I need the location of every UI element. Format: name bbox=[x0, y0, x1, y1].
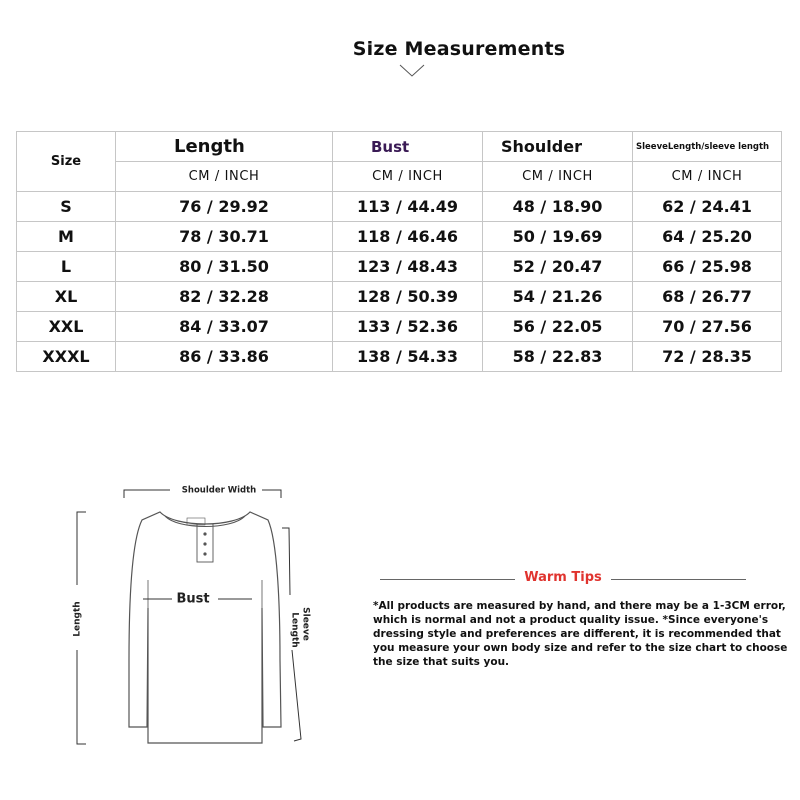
size-cell: XXL bbox=[17, 312, 116, 342]
divider-line bbox=[611, 579, 746, 580]
length-cell: 84 / 33.07 bbox=[116, 312, 333, 342]
size-cell: XXXL bbox=[17, 342, 116, 372]
shoulder-cell: 52 / 20.47 bbox=[483, 252, 633, 282]
bust-cell: 138 / 54.33 bbox=[333, 342, 483, 372]
size-column-header: Size bbox=[17, 132, 116, 192]
size-cell: M bbox=[17, 222, 116, 252]
bust-column-header: Bust bbox=[333, 132, 483, 162]
shoulder-width-label: Shoulder Width bbox=[181, 485, 257, 496]
warm-tips-text: *All products are measured by hand, and there may be a 1-3CM error, which is normal and not a product quality issue. *Since everyone's dressing style and preferences are different, it is recommended that you measure your own body size and refer to the size chart to choose the size that suits you. bbox=[373, 600, 788, 668]
size-cell: S bbox=[17, 192, 116, 222]
warm-tips-title: Warm Tips bbox=[524, 570, 602, 585]
sleeve-cell: 68 / 26.77 bbox=[633, 282, 782, 312]
unit-row bbox=[17, 162, 782, 192]
length-column-header: Length bbox=[116, 132, 333, 162]
table-row bbox=[17, 342, 782, 372]
shoulder-cell: 48 / 18.90 bbox=[483, 192, 633, 222]
sleeve-cell: 70 / 27.56 bbox=[633, 312, 782, 342]
table-header-row bbox=[17, 132, 782, 162]
size-cell: L bbox=[17, 252, 116, 282]
shoulder-cell: 50 / 19.69 bbox=[483, 222, 633, 252]
sleeve-cell: 64 / 25.20 bbox=[633, 222, 782, 252]
unit-label: CM / INCH bbox=[116, 162, 333, 192]
length-cell: 80 / 31.50 bbox=[116, 252, 333, 282]
divider-line bbox=[380, 579, 515, 580]
length-cell: 76 / 29.92 bbox=[116, 192, 333, 222]
chevron-down-icon bbox=[398, 62, 426, 78]
sleeve-cell: 72 / 28.35 bbox=[633, 342, 782, 372]
long-sleeve-shirt-outline bbox=[129, 512, 281, 743]
bust-cell: 113 / 44.49 bbox=[333, 192, 483, 222]
page-title: Size Measurements bbox=[352, 38, 566, 60]
size-chart-table bbox=[16, 131, 782, 372]
shoulder-cell: 58 / 22.83 bbox=[483, 342, 633, 372]
table-row bbox=[17, 312, 782, 342]
sleeve-length-label-line1: Sleeve bbox=[300, 607, 311, 641]
bust-cell: 118 / 46.46 bbox=[333, 222, 483, 252]
length-cell: 86 / 33.86 bbox=[116, 342, 333, 372]
shoulder-cell: 56 / 22.05 bbox=[483, 312, 633, 342]
bust-label: Bust bbox=[176, 591, 210, 607]
bust-cell: 133 / 52.36 bbox=[333, 312, 483, 342]
sleeve-length-label-line2: Length bbox=[289, 612, 300, 648]
length-cell: 82 / 32.28 bbox=[116, 282, 333, 312]
garment-diagram bbox=[0, 450, 360, 800]
unit-label: CM / INCH bbox=[633, 162, 782, 192]
bust-cell: 128 / 50.39 bbox=[333, 282, 483, 312]
placket-buttons bbox=[203, 532, 206, 555]
shoulder-column-header: Shoulder bbox=[483, 132, 633, 162]
sleeve-cell: 66 / 25.98 bbox=[633, 252, 782, 282]
sleeve-cell: 62 / 24.41 bbox=[633, 192, 782, 222]
length-cell: 78 / 30.71 bbox=[116, 222, 333, 252]
table-row bbox=[17, 252, 782, 282]
table-row bbox=[17, 222, 782, 252]
length-label: Length bbox=[72, 601, 83, 637]
table-row bbox=[17, 192, 782, 222]
table-row bbox=[17, 282, 782, 312]
unit-label: CM / INCH bbox=[483, 162, 633, 192]
unit-label: CM / INCH bbox=[333, 162, 483, 192]
bust-cell: 123 / 48.43 bbox=[333, 252, 483, 282]
sleeve-column-header: SleeveLength/sleeve length bbox=[633, 132, 782, 162]
shoulder-cell: 54 / 21.26 bbox=[483, 282, 633, 312]
size-cell: XL bbox=[17, 282, 116, 312]
